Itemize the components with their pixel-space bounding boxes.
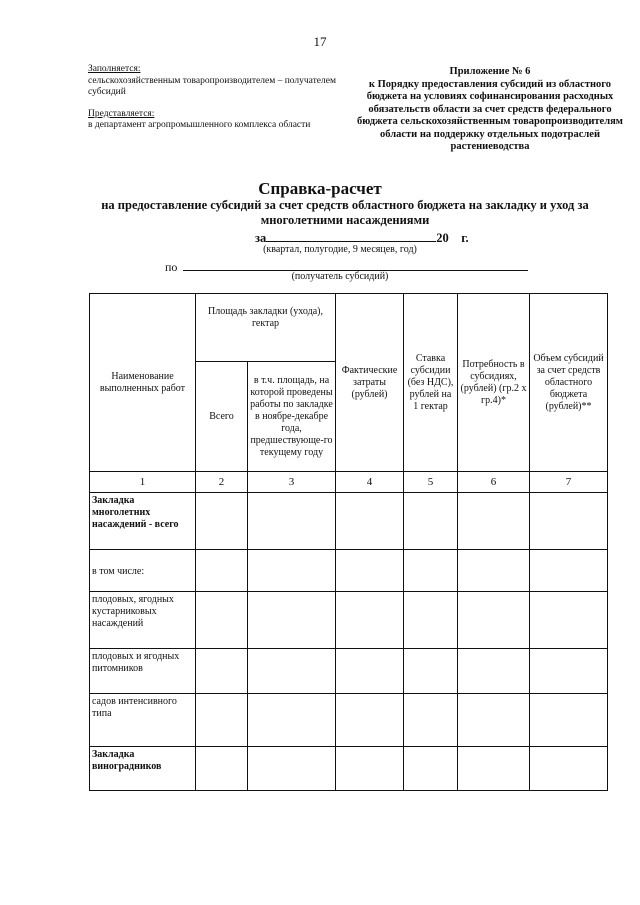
cell-area-nov-dec[interactable]: [248, 694, 336, 747]
cell-subsidy-need[interactable]: [458, 550, 530, 592]
page-number: 17: [313, 34, 327, 49]
cell-actual-costs[interactable]: [336, 550, 404, 592]
cell-subsidy-need[interactable]: [458, 747, 530, 791]
filled-value: сельскохозяйственным товаропроизводителем – получателем субсидий: [88, 75, 336, 97]
submitted-value: в департамент агропромышленного комплекса области: [88, 120, 311, 130]
document-title: Справка-расчет: [258, 179, 382, 198]
cell-subsidy-rate[interactable]: [404, 649, 458, 694]
cell-subsidy-volume[interactable]: [530, 694, 608, 747]
cell-area-total[interactable]: [196, 649, 248, 694]
header-subsidy-rate: Ставка субсидии (без НДС), рублей на 1 гектар: [404, 294, 458, 472]
table-row: [90, 649, 608, 694]
cell-subsidy-rate[interactable]: [404, 694, 458, 747]
row-label: Закладка виноградников: [90, 747, 196, 791]
cell-subsidy-volume[interactable]: [530, 493, 608, 550]
cell-subsidy-need[interactable]: [458, 592, 530, 649]
form-routing-block: [88, 64, 363, 132]
period-prefix: за: [255, 231, 267, 245]
appendix-text: к Порядку предоставления субсидий из областного бюджета на условиях софинансирования расходных обязательств области за счет средств федерального бюджета сельскохозяйственным товаропроизводителям области на поддержку отдельных подотраслей растениеводства: [357, 78, 623, 152]
subsidy-table: [89, 293, 608, 791]
cell-actual-costs[interactable]: [336, 493, 404, 550]
row-label: в том числе:: [90, 550, 196, 592]
cell-subsidy-volume[interactable]: [530, 747, 608, 791]
cell-area-total[interactable]: [196, 694, 248, 747]
row-label: садов интенсивного типа: [90, 694, 196, 747]
cell-subsidy-rate[interactable]: [404, 747, 458, 791]
cell-subsidy-volume[interactable]: [530, 649, 608, 694]
column-number: 1: [90, 472, 196, 493]
recipient-prefix: по: [165, 260, 178, 274]
filled-label: Заполняется:: [88, 64, 141, 74]
cell-area-total[interactable]: [196, 493, 248, 550]
cell-subsidy-need[interactable]: [458, 694, 530, 747]
cell-subsidy-volume[interactable]: [530, 550, 608, 592]
cell-area-nov-dec[interactable]: [248, 649, 336, 694]
header-area-nov-dec: в т.ч. площадь, на которой проведены работы по закладке в ноябре-декабре года, предшествующе-го текущему году: [248, 362, 336, 472]
column-number: 3: [248, 472, 336, 493]
column-number: 5: [404, 472, 458, 493]
table-row: [90, 493, 608, 550]
header-actual-costs: Фактические затраты (рублей): [336, 294, 404, 472]
table-row: [90, 592, 608, 649]
cell-subsidy-rate[interactable]: [404, 493, 458, 550]
cell-actual-costs[interactable]: [336, 592, 404, 649]
row-label: Закладка многолетних насаждений - всего: [90, 493, 196, 550]
period-hint: (квартал, полугодие, 9 месяцев, год): [263, 244, 417, 255]
cell-area-total[interactable]: [196, 550, 248, 592]
cell-area-nov-dec[interactable]: [248, 493, 336, 550]
cell-subsidy-volume[interactable]: [530, 592, 608, 649]
column-number: 2: [196, 472, 248, 493]
cell-actual-costs[interactable]: [336, 649, 404, 694]
header-area-total: Всего: [196, 362, 248, 472]
table-row: [90, 694, 608, 747]
document-subtitle: на предоставление субсидий за счет средств областного бюджета на закладку и уход за многолетними насаждениями: [101, 198, 589, 227]
recipient-hint: (получатель субсидий): [291, 271, 389, 282]
cell-area-nov-dec[interactable]: [248, 747, 336, 791]
submitted-label: Представляется:: [88, 108, 155, 119]
cell-subsidy-rate[interactable]: [404, 550, 458, 592]
table-row: [90, 747, 608, 791]
period-blank[interactable]: [266, 229, 436, 242]
cell-subsidy-need[interactable]: [458, 493, 530, 550]
appendix-block: [355, 66, 625, 154]
header-work-name: Наименование выполненных работ: [90, 294, 196, 472]
cell-actual-costs[interactable]: [336, 694, 404, 747]
header-subsidy-need: Потребность в субсидиях, (рублей) (гр.2 х гр.4)*: [458, 294, 530, 472]
table-row: [90, 550, 608, 592]
period-suffix: г.: [461, 231, 469, 245]
column-number: 6: [458, 472, 530, 493]
cell-actual-costs[interactable]: [336, 747, 404, 791]
cell-area-nov-dec[interactable]: [248, 550, 336, 592]
column-number: 7: [530, 472, 608, 493]
cell-subsidy-need[interactable]: [458, 649, 530, 694]
row-label: плодовых, ягодных кустарниковых насаждений: [90, 592, 196, 649]
cell-area-nov-dec[interactable]: [248, 592, 336, 649]
cell-subsidy-rate[interactable]: [404, 592, 458, 649]
header-subsidy-volume: Объем субсидий за счет средств областного бюджета (рублей)**: [530, 294, 608, 472]
cell-area-total[interactable]: [196, 747, 248, 791]
row-label: плодовых и ягодных питомников: [90, 649, 196, 694]
period-year: 20: [436, 231, 449, 245]
header-area-group: Площадь закладки (ухода), гектар: [196, 294, 336, 362]
recipient-blank[interactable]: [183, 258, 528, 271]
cell-area-total[interactable]: [196, 592, 248, 649]
appendix-title: Приложение № 6: [449, 66, 531, 77]
column-number: 4: [336, 472, 404, 493]
